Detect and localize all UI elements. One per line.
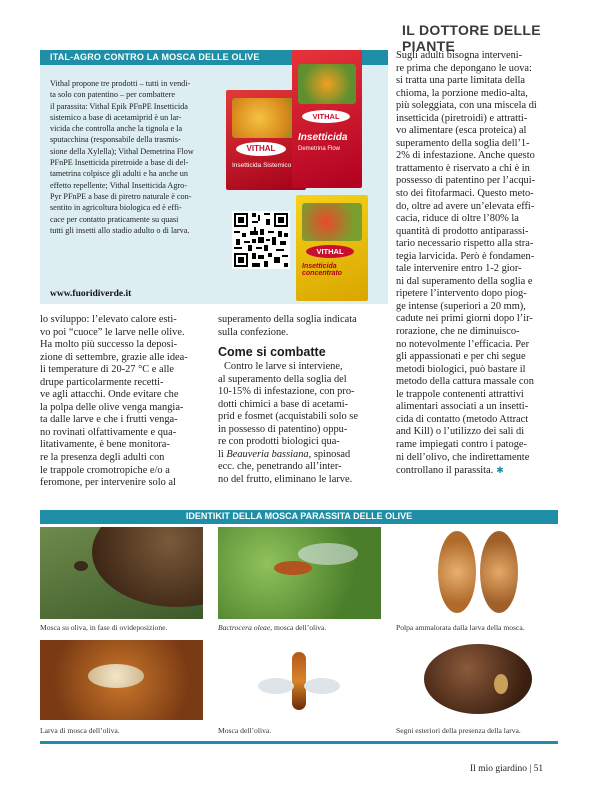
olive-shape — [424, 644, 532, 714]
text-line: le trappole contenenti attrattivi — [396, 388, 524, 400]
page-footer: Il mio giardino | 51 — [470, 764, 544, 774]
promo-text — [50, 78, 228, 236]
larva-shape — [88, 664, 144, 688]
text-line: cadute nei primi giorni dopo l’ir- — [396, 313, 533, 325]
text-line: possesso di patentino per l’acqui- — [396, 175, 536, 187]
product-brand: VITHAL — [302, 110, 350, 123]
product-subtitle: Demetrina Flow — [298, 146, 341, 152]
olive-half — [438, 531, 476, 613]
fly-wing-right — [304, 678, 340, 694]
promo-line: Pyr PFnPE a base di piretro naturale è con- — [50, 191, 192, 201]
caption: Mosca dell’oliva. — [218, 726, 272, 735]
body-column-1 — [40, 314, 212, 490]
text-line: tale intervenire entro 1-2 gior- — [396, 263, 522, 275]
text-line: tario necessario rispetto alla stra- — [396, 238, 534, 250]
text-line: cacia, riduce di oltre l’80% la — [396, 213, 519, 225]
product-illustration — [298, 64, 356, 104]
text-line: re prima che depongano le uova: — [396, 62, 532, 74]
caption: Polpa ammalorata dalla larva della mosca. — [396, 623, 525, 632]
text-line: 2% di infestazione. Anche questo — [396, 150, 535, 162]
subheading-come-si-combatte: Come si combatte — [218, 345, 326, 359]
photo-olive-fly-larva — [40, 640, 203, 720]
photo-fly-on-olive — [40, 527, 203, 619]
text-line: lo sviluppo: l’elevato calore esti- — [40, 314, 177, 325]
text-line: cida di contatto (metodo Attract — [396, 413, 529, 425]
text-line: Contro le larve si interviene, — [224, 361, 343, 372]
fly-body — [292, 652, 306, 710]
promo-link[interactable]: www.fuoridiverde.it — [50, 289, 132, 299]
text-line: no del frutto, eliminano le larve. — [218, 473, 353, 485]
text-line: la polpa delle olive venga mangia- — [40, 401, 184, 413]
product-demetrina-box — [292, 50, 362, 188]
identikit-title: IDENTIKIT DELLA MOSCA PARASSITA DELLE OLIVE — [185, 511, 413, 521]
text-line: re la presenza degli adulti con — [40, 452, 165, 464]
product-brand: VITHAL — [236, 142, 286, 156]
promo-line: sistemico a base di acetamiprid è un lar- — [50, 112, 182, 122]
larva-mark — [494, 674, 508, 694]
product-brand: VITHAL — [306, 245, 354, 258]
text-line: superamento della soglia indicata — [218, 314, 357, 325]
promo-line: tametrina colpisce gli adulti e ha anche un — [50, 169, 188, 179]
text-line: ripetere l’intervento dopo piog- — [396, 288, 527, 300]
body-column-2-top — [218, 314, 390, 339]
text-line: quantità di prodotto antiparassi- — [396, 225, 529, 237]
text-line: litativamente, è bene monitora- — [40, 439, 170, 451]
qr-code[interactable] — [232, 211, 290, 269]
fly-shape — [74, 561, 88, 571]
text-line: li temperature di 20-27 °C e alle — [40, 364, 174, 376]
fly-wing — [298, 543, 358, 565]
text-line: rorazione, che ne diminuisco- — [396, 326, 520, 338]
end-of-article-icon: ✱ — [496, 465, 504, 476]
text-line: Ha molto più successo la deposi- — [40, 339, 178, 351]
product-agropyr-box — [296, 195, 368, 301]
text-line: le trappole cromotropiche e/o a — [40, 464, 170, 476]
identikit-header-bar — [40, 510, 558, 524]
promo-line: il parassita: Vithal Epik PFnPE Insetticida — [50, 101, 188, 111]
text-line: ni dell’olivo, che indirettamente — [396, 451, 530, 463]
text-line: zione di settembre, grazie alle idea- — [40, 351, 188, 363]
text-line: prid e fosmet (acquistabili solo se — [218, 411, 358, 423]
text-line: sulla confezione. — [218, 326, 289, 338]
product-illustration — [302, 203, 362, 241]
product-name: Insetticida — [298, 132, 348, 143]
photo-olive-fly — [218, 640, 381, 720]
text-line: chioma, la porzione medio-alta, — [396, 87, 528, 99]
text-line: dotti chimici a base di acetami- — [218, 398, 349, 410]
text-line: si tratta una parte limitata della — [396, 75, 525, 87]
text-line: in possesso di patentino) oppu- — [218, 423, 348, 435]
qr-code-icon — [232, 211, 290, 269]
text-line: gli appassionati e per chi segue — [396, 351, 526, 363]
promo-line: cace per contatto praticamente su quasi — [50, 214, 179, 224]
text-line: Sugli adulti bisogna interveni- — [396, 50, 523, 61]
text-line: 10-15% di infestazione, con pro- — [218, 386, 355, 398]
caption — [218, 623, 326, 632]
text-line: do, oltre ad avere un’elevata effi- — [396, 200, 535, 212]
fly-wing-left — [258, 678, 294, 694]
fly-body — [274, 561, 312, 575]
text-line: drupe particolarmente recetti- — [40, 376, 164, 388]
text-line: alimentari associati a un insetti- — [396, 401, 529, 413]
body-column-2 — [218, 361, 390, 486]
text-line: ve agli attacchi. Onde evitare che — [40, 389, 179, 401]
product-name: Insetticida concentrato — [302, 263, 343, 277]
promo-line: vicida che controlla anche la tignola e la — [50, 124, 183, 134]
text-line: insetticida (piretroidi) e attratti- — [396, 112, 528, 124]
text-line: metodo della cattura massale con — [396, 376, 534, 388]
promo-line: ta solo con patentino – per combattere — [50, 90, 176, 100]
text-line: metodi biologici, può bastare il — [396, 363, 526, 375]
promo-title: ITAL-AGRO CONTRO LA MOSCA DELLE OLIVE — [50, 52, 260, 62]
text-line: feromone, per intervenire solo al — [40, 477, 176, 489]
text-line: no notevolmente l’efficacia. Per — [396, 338, 530, 350]
product-illustration — [232, 98, 300, 138]
text-line: controllano il parassita. — [396, 465, 494, 477]
promo-line: tutti gli insetti allo stadio adulto o di larva. — [50, 225, 190, 235]
text-line: rame impiegati contro i patoge- — [396, 438, 527, 450]
text-line: più soleggiata, con una miscela di — [396, 100, 537, 112]
olive-half — [480, 531, 518, 613]
photo-bactrocera-oleae — [218, 527, 381, 619]
text-line: sto dei fitofarmaci. Questo meto- — [396, 188, 534, 200]
promo-line: PFnPE Insetticida piretroide a base di del- — [50, 158, 189, 168]
text-line: superamento della soglia dell’1- — [396, 137, 530, 149]
bottom-rule — [40, 741, 558, 744]
promo-line: sputacchina (responsabile della trasmis- — [50, 135, 181, 145]
text-line: li Beauveria bassiana, spinosad — [218, 448, 351, 460]
photo-damaged-pulp — [396, 527, 559, 619]
text-line: tegia larvicida. Però è fondamen- — [396, 250, 535, 262]
promo-line: sione della Xylella); Vithal Demetrina Flow — [50, 146, 194, 156]
product-name: Insetticida Sistemico — [232, 162, 292, 169]
text-line: vo poi “cuoce” le larve nelle olive. — [40, 326, 185, 338]
promo-box — [40, 50, 388, 304]
text-line: trattamento è riservato a chi è in — [396, 162, 530, 174]
text-line: and Kill) o l’utilizzo dei sali di — [396, 426, 525, 438]
caption-text: Bactrocera oleae, mosca dell’oliva. — [218, 623, 327, 632]
caption: Mosca su oliva, in fase di ovideposizione. — [40, 623, 168, 632]
text-line: re con prodotti biologici qua- — [218, 436, 340, 448]
promo-line: sentito in agricoltura biologica ed è effi- — [50, 203, 182, 213]
caption: Larva di mosca dell’oliva. — [40, 726, 120, 735]
body-column-3 — [396, 50, 568, 478]
section-title: IL DOTTORE DELLE PIANTE — [402, 22, 541, 54]
text-line: ge intense (superiori a 20 mm), — [396, 300, 526, 312]
text-line: no rovinati olfattivamente e qua- — [40, 426, 177, 438]
caption: Segni esteriori della presenza della larva. — [396, 726, 521, 735]
text-line: ni dal superamento della soglia e — [396, 275, 533, 287]
text-line: ecc. che, penetrando all’inter- — [218, 461, 342, 473]
promo-line: effetto repellente; Vithal Insetticida Agro- — [50, 180, 187, 190]
photo-larva-signs — [396, 640, 559, 720]
text-line: vo alimentare (esca proteica) al — [396, 125, 527, 137]
text-line-last — [396, 464, 568, 478]
olive-shape — [92, 527, 203, 607]
text-line: ta dalle larve e che i frutti venga- — [40, 414, 178, 426]
promo-line: Vithal propone tre prodotti – tutti in vendi- — [50, 79, 191, 88]
text-line: al superamento della soglia del — [218, 373, 347, 385]
